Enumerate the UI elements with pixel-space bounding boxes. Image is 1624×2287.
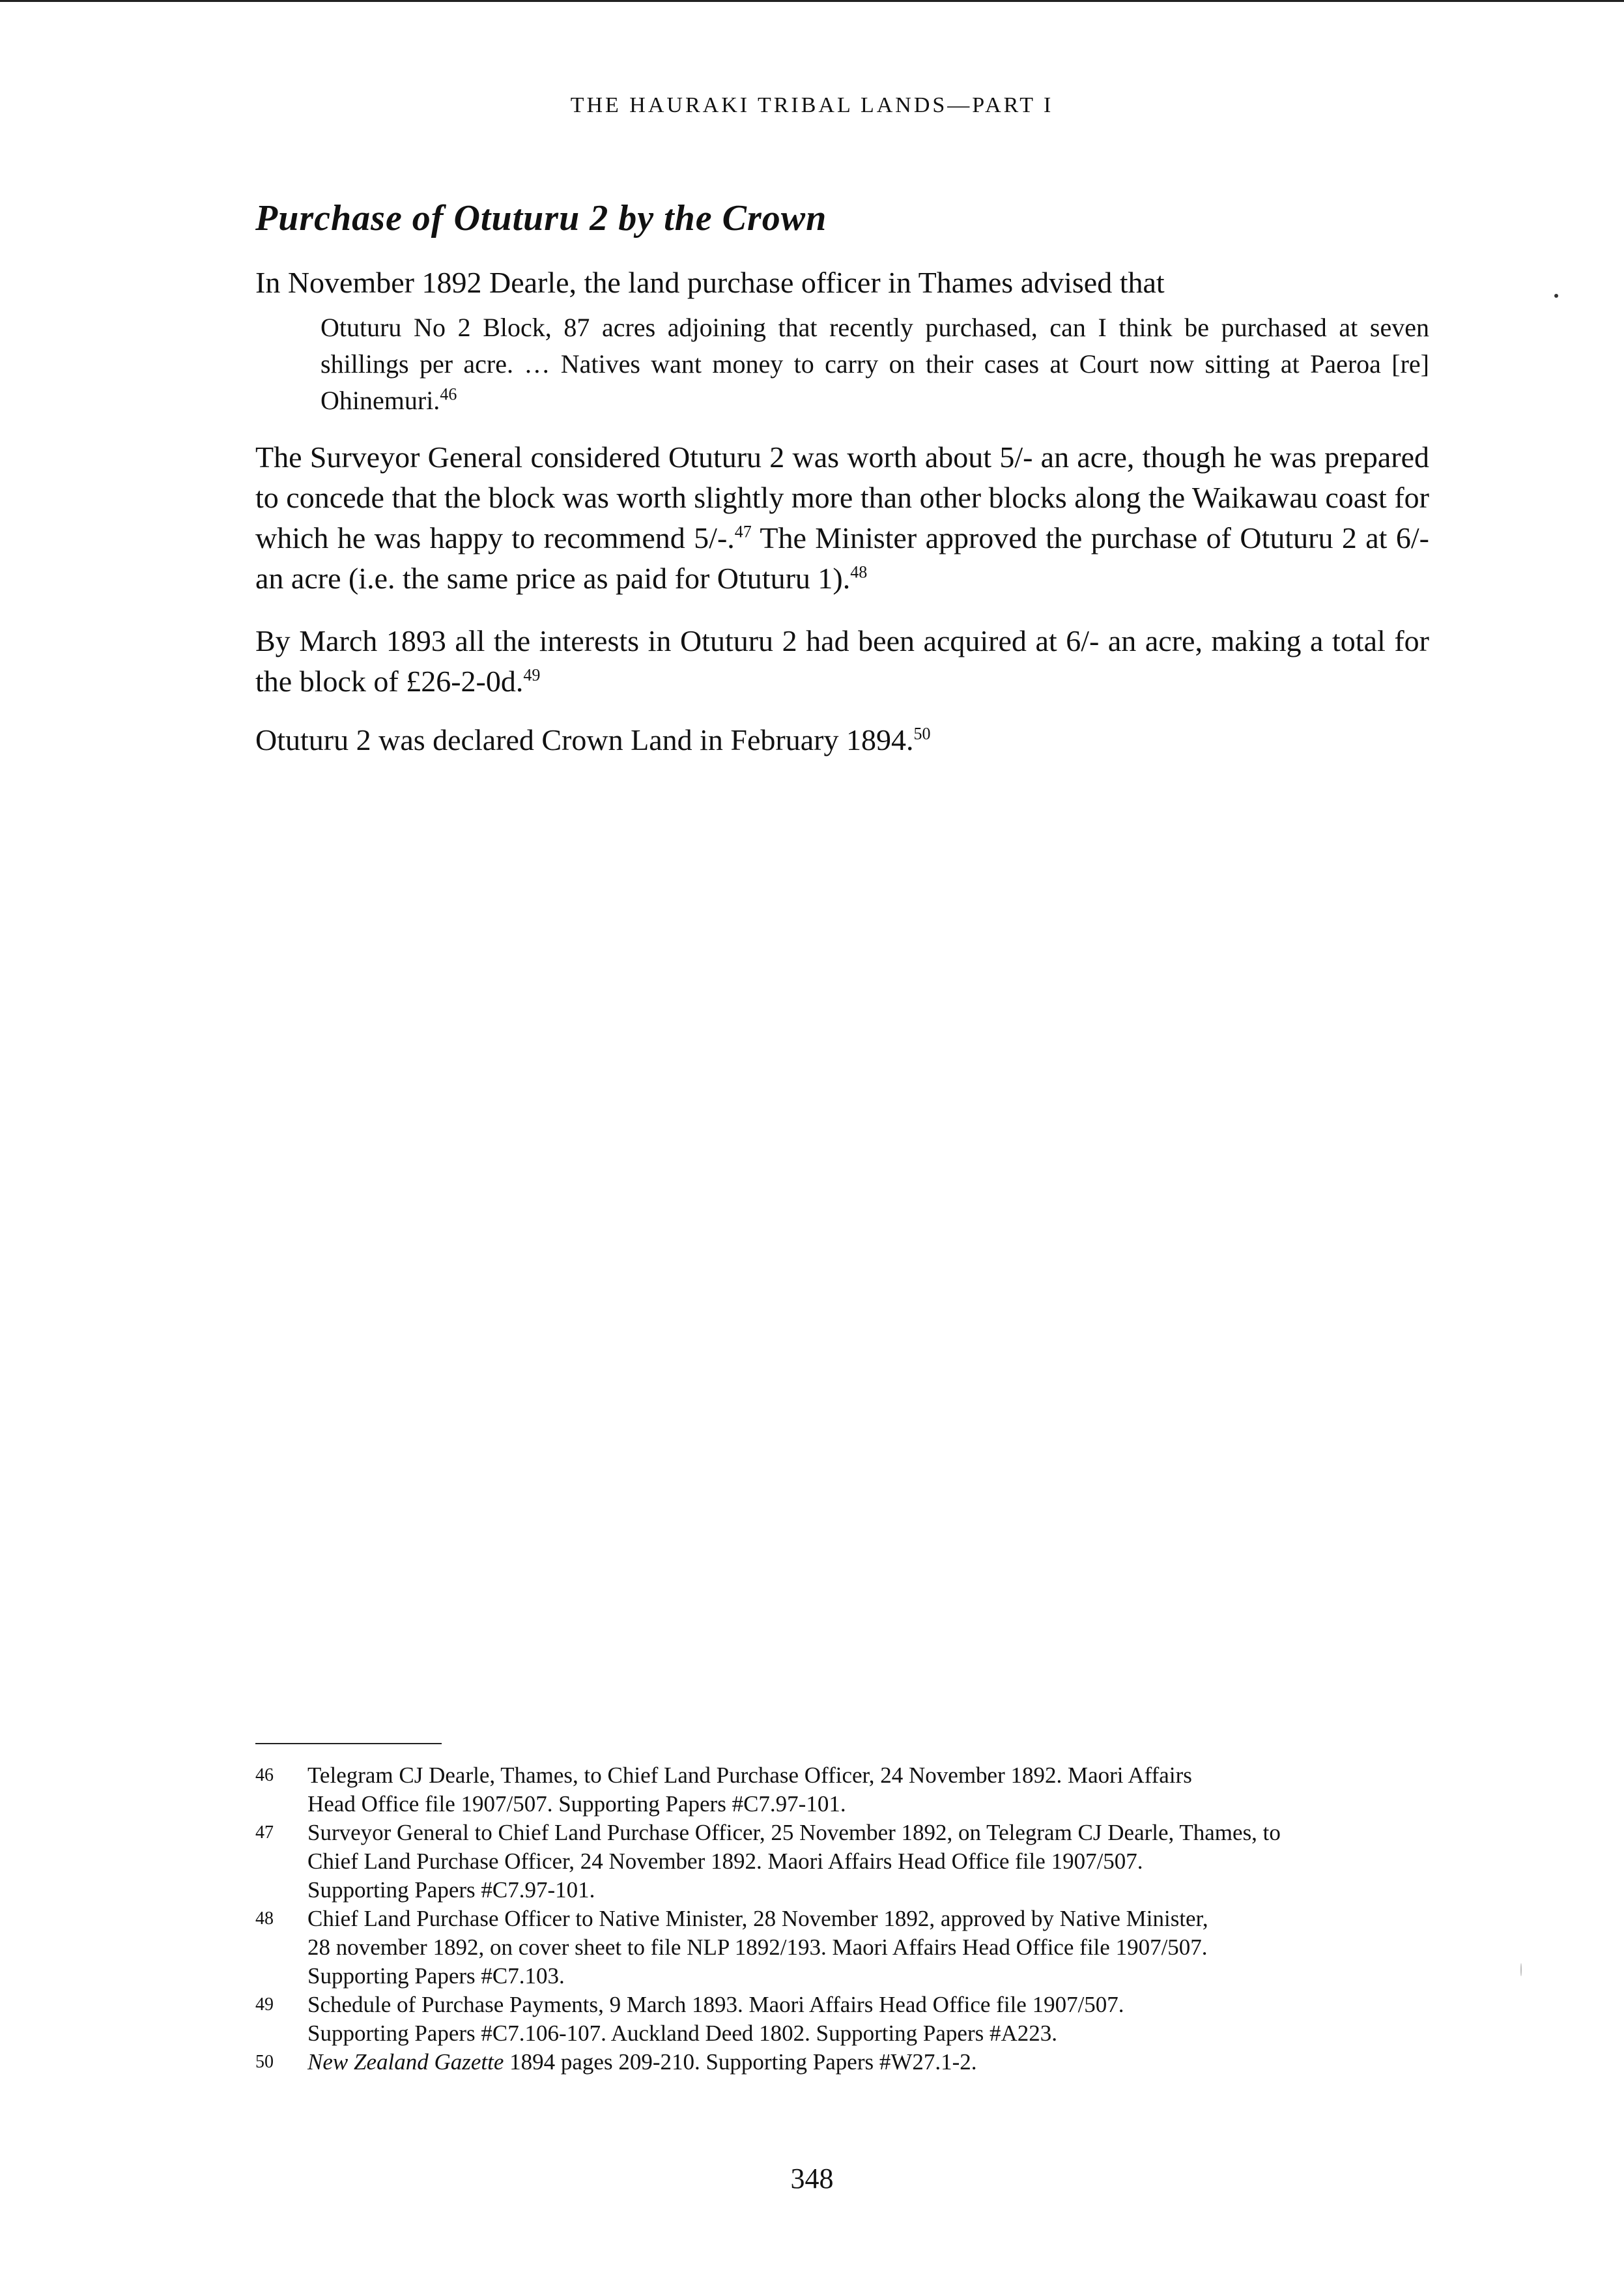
- paragraph-2-text-b: The Minister approved the purchase of Otuturu 2 at 6/- an acre (i.e. the same price as paid for Otuturu 1).: [255, 521, 1429, 595]
- paragraph-3-text: By March 1893 all the interests in Otuturu 2 had been acquired at 6/- an acre, making a total for the block of £26-2-0d.: [255, 624, 1429, 698]
- footnote-line: Head Office file 1907/507. Supporting Papers #C7.97-101.: [307, 1791, 846, 1817]
- running-head: THE HAURAKI TRIBAL LANDS—PART I: [570, 93, 1054, 117]
- footnote-text: [307, 1819, 1460, 1905]
- scan-speck: [1520, 1963, 1522, 1976]
- footnote-ref-50: 50: [913, 724, 931, 743]
- footnote-number: 49: [255, 1994, 274, 2015]
- footnote-text: [307, 2048, 1460, 2077]
- paragraph-3-body: [255, 621, 1429, 702]
- scan-speck: [1554, 294, 1558, 298]
- paragraph-2-text-a: The Surveyor General considered Otuturu 2 was worth about 5/- an acre, though he was prepared to concede that the block was worth slightly more than other blocks along the Waikawau coast for which he was happy to recommend 5/-.: [255, 440, 1429, 554]
- paragraph-2-body: [255, 437, 1429, 599]
- page-number: 348: [790, 2163, 834, 2194]
- footnote-number: 47: [255, 1822, 274, 1843]
- footnote-ref-47: 47: [734, 522, 752, 541]
- footnote-line: 28 november 1892, on cover sheet to file NLP 1892/193. Maori Affairs Head Office file 1907/507.: [307, 1935, 1208, 1960]
- footnote-47: [255, 1819, 1460, 1905]
- footnote-rest: 1894 pages 209-210. Supporting Papers #W27.1-2.: [504, 2049, 977, 2075]
- footnote-line: Chief Land Purchase Officer to Native Minister, 28 November 1892, approved by Native Minister,: [307, 1906, 1208, 1931]
- footnote-48: [255, 1905, 1460, 1991]
- paragraph-4-text: Otuturu 2 was declared Crown Land in February 1894.: [255, 723, 914, 756]
- footnote-line: Supporting Papers #C7.106-107. Auckland Deed 1802. Supporting Papers #A223.: [307, 2021, 1058, 2046]
- footnote-text: [307, 1905, 1460, 1991]
- footnote-text: [307, 1991, 1460, 2048]
- footnote-ref-46: 46: [440, 384, 457, 404]
- footnote-line: [307, 2048, 1460, 2077]
- block-quote: [321, 309, 1429, 419]
- footnote-line: Chief Land Purchase Officer, 24 November 1892. Maori Affairs Head Office file 1907/507.: [307, 1848, 1143, 1874]
- publication-title: New Zealand Gazette: [307, 2049, 504, 2075]
- quote-body: [321, 309, 1429, 419]
- footnote-46: [255, 1761, 1460, 1819]
- paragraph-3: [255, 621, 1429, 702]
- footnote-50: [255, 2048, 1460, 2077]
- footnote-line: Surveyor General to Chief Land Purchase Officer, 25 November 1892, on Telegram CJ Dearle, Thames, to: [307, 1820, 1281, 1845]
- footnote-number: 48: [255, 1908, 274, 1929]
- quote-text: Otuturu No 2 Block, 87 acres adjoining that recently purchased, can I think be purchased at seven shillings per acre. … Natives want money to carry on their cases at Court now sitting at Paeroa [re] Ohinemuri.: [321, 313, 1429, 415]
- footnotes: [255, 1761, 1460, 2077]
- paragraph-4-body: [255, 720, 1429, 760]
- intro-text: In November 1892 Dearle, the land purchase officer in Thames advised that: [255, 266, 1165, 299]
- footnote-number: 46: [255, 1765, 274, 1785]
- intro-paragraph: [255, 263, 1429, 303]
- section-heading: Purchase of Otuturu 2 by the Crown: [255, 198, 827, 238]
- footnote-line: Supporting Papers #C7.97-101.: [307, 1877, 595, 1903]
- footnote-line: Telegram CJ Dearle, Thames, to Chief Land Purchase Officer, 24 November 1892. Maori Affairs: [307, 1762, 1192, 1788]
- footnote-ref-48: 48: [850, 562, 868, 582]
- paragraph-2: [255, 437, 1429, 599]
- footnote-text: [307, 1761, 1460, 1819]
- paragraph-4: [255, 720, 1429, 760]
- footnote-number: 50: [255, 2052, 274, 2072]
- footnote-ref-49: 49: [523, 665, 541, 685]
- footnote-line: Supporting Papers #C7.103.: [307, 1963, 565, 1989]
- footnote-49: [255, 1991, 1460, 2048]
- footnote-line: Schedule of Purchase Payments, 9 March 1893. Maori Affairs Head Office file 1907/507.: [307, 1992, 1124, 2017]
- footnote-divider: [255, 1743, 442, 1744]
